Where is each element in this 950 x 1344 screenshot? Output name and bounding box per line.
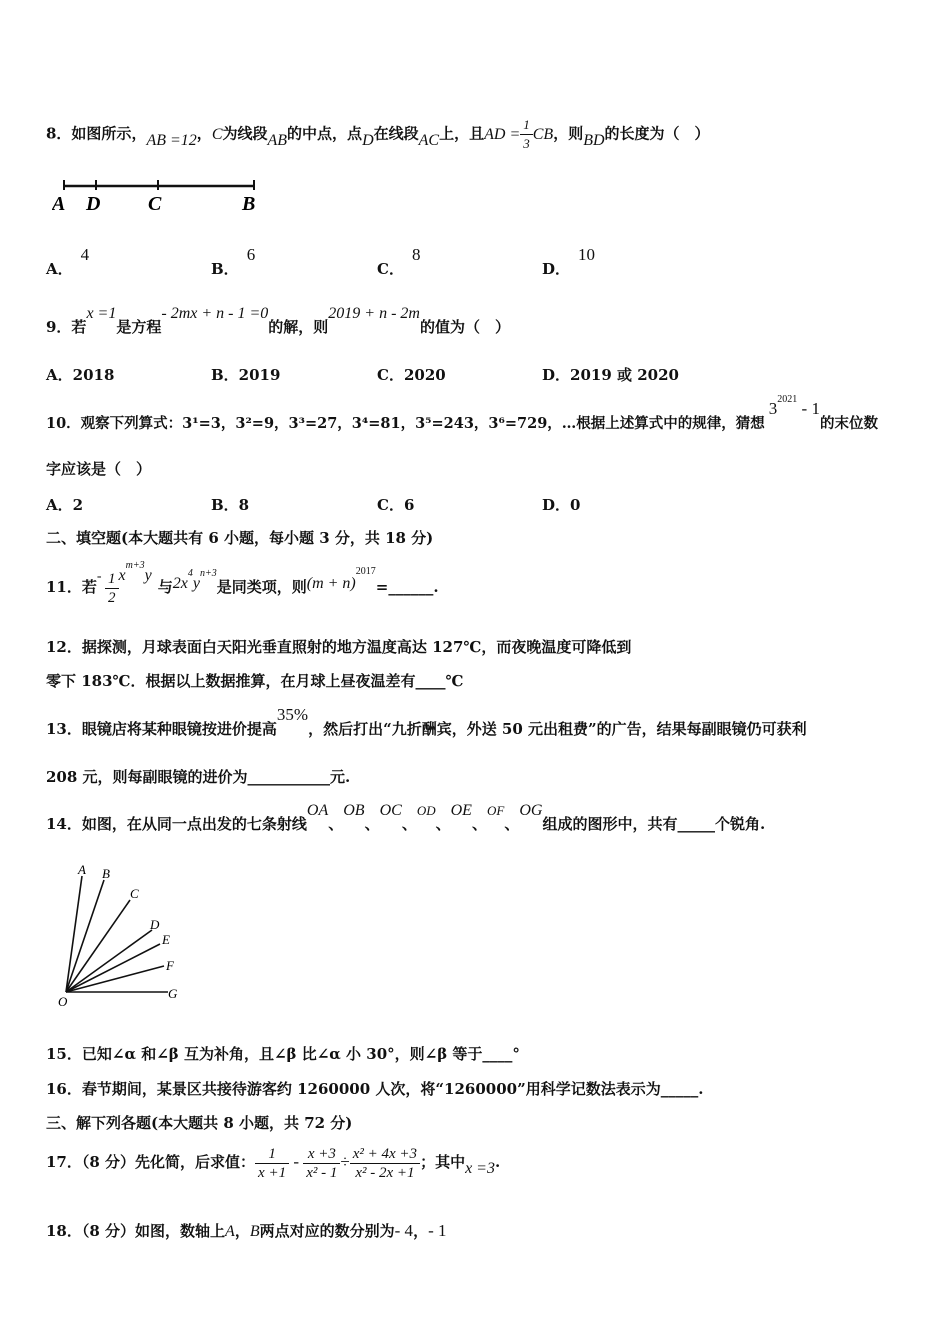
section-2-heading: 二、填空题(本大题共有 6 小题，每小题 3 分，共 18 分) <box>46 529 434 547</box>
q13-stem-line2: 208 元，则每副眼镜的进价为___________元. <box>46 768 351 786</box>
q8-option-b[interactable]: B．6 <box>211 245 256 278</box>
q8-label-d: D <box>86 193 101 215</box>
q8-label-b: B <box>242 193 256 215</box>
q8-option-c[interactable]: C．8 <box>377 245 421 278</box>
q13-stem: 13．眼镜店将某种眼镜按进价提高35%，然后打出“九折酬宾，外送 50 元出租费”的广告，结果每副眼镜仍可获利 <box>46 705 807 738</box>
q14-label-g: G <box>168 986 178 1001</box>
q8-label-c: C <box>148 193 162 215</box>
q10-stem-line2: 字应该是（ ） <box>46 460 152 478</box>
q9-option-b[interactable]: B．2019 <box>211 366 281 384</box>
q14-label-e: E <box>162 932 170 947</box>
q14-label-c: C <box>130 886 139 901</box>
q9-option-a[interactable]: A．2018 <box>46 366 115 384</box>
q10-option-c[interactable]: C．6 <box>377 496 415 514</box>
q15-stem: 15．已知∠α 和∠β 互为补角，且∠β 比∠α 小 30°，则∠β 等于____° <box>46 1045 520 1063</box>
q16-stem: 16．春节期间，某景区共接待游客约 1260000 人次，将“1260000”用科学记数法表示为_____. <box>46 1080 704 1098</box>
q14-label-a: A <box>78 862 86 877</box>
q14-rays-figure <box>56 862 186 1012</box>
q17-stem: 17．（8 分）先化简，后求值： $\frac{1}{x +1}$ - $\frac{x +3}{\text{x² - 1}}$ ÷ $\frac{\text{x² + 4x +3}}{\text{x² - 2x +1}}$ ；其中x =3. <box>46 1145 501 1181</box>
q10-option-d[interactable]: D．0 <box>542 496 581 514</box>
q14-label-o: O <box>58 994 68 1009</box>
q10-option-b[interactable]: B．8 <box>211 496 250 514</box>
q12-stem: 12．据探测，月球表面白天阳光垂直照射的地方温度高达 127℃，而夜晚温度可降低到 <box>46 638 632 656</box>
q12-stem-line2: 零下 183℃．根据以上数据推算，在月球上昼夜温差有____℃ <box>46 672 464 690</box>
q8-option-a[interactable]: A．4 <box>46 245 90 278</box>
q18-stem: 18．（8 分）如图，数轴上A，B两点对应的数分别为- 4，- 1 <box>46 1221 447 1240</box>
q11-stem: 11．若- $\frac{1}{2}$ $x^{m+3}y$与$2x^4y^{n+3}$是同类项，则$(m + n)^{2017}=\_\_\_\_\_\_$. <box>46 560 439 606</box>
q9-option-d[interactable]: D．2019 或 2020 <box>542 366 679 384</box>
q8-segment-figure <box>52 176 272 216</box>
q9-stem: 9．若x =1是方程- 2mx + n - 1 =0的解，则2019 + n - 2m的值为（ ） <box>46 305 510 336</box>
q10-stem: 10．观察下列算式：3¹=3，3²=9，3³=27，3⁴=81，3⁵=243，3⁶=729，…根据上述算式中的规律，猜想$3^{2021} - 1$的末位数 <box>46 394 878 432</box>
q14-label-b: B <box>102 866 110 881</box>
q10-option-a[interactable]: A．2 <box>46 496 84 514</box>
q9-option-c[interactable]: C．2020 <box>377 366 446 384</box>
q8-option-d[interactable]: D．10 <box>542 245 596 278</box>
section-3-heading: 三、解下列各题(本大题共 8 小题，共 72 分) <box>46 1114 353 1132</box>
q14-label-f: F <box>166 958 174 973</box>
q14-stem: 14．如图，在从同一点出发的七条射线OA、OB、OC、OD、OE、OF、OG组成的图形中，共有_____个锐角. <box>46 802 766 833</box>
q8-label-a: A <box>52 193 66 215</box>
q14-label-d: D <box>150 917 160 932</box>
q8-stem: 8．如图所示，AB =12，C为线段AB的中点，点D在线段AC上，且AD = $\frac{1}{3}$ CB，则BD的长度为（ ） <box>46 117 710 151</box>
